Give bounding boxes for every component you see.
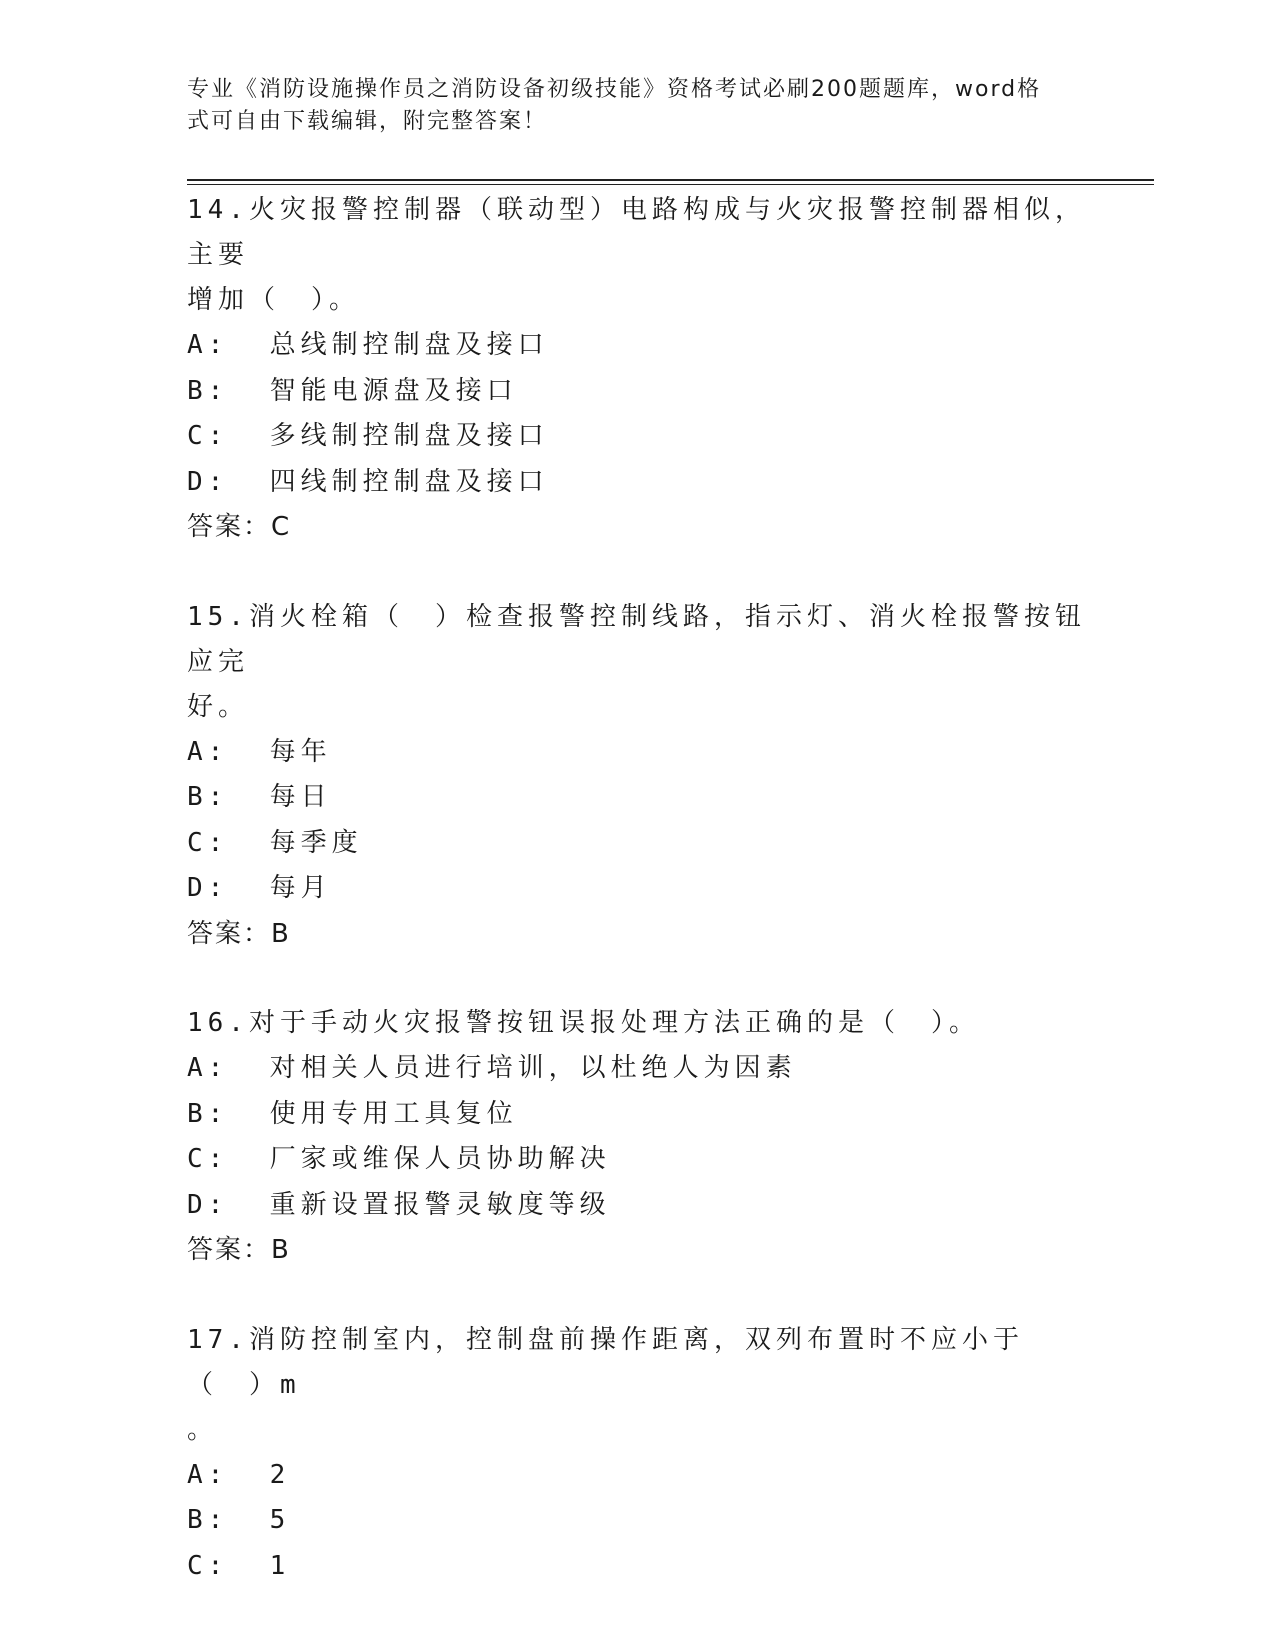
question-stem: [187, 1318, 1087, 1453]
question-stem-line-1: 15.消火栓箱（ ）检查报警控制线路，指示灯、消火栓报警按钮应完: [187, 601, 1086, 677]
option-b: B: 5: [187, 1505, 291, 1535]
option-d: D: 重新设置报警灵敏度等级: [187, 1189, 611, 1220]
question-list: [187, 188, 1087, 1633]
question-stem: [187, 595, 1087, 730]
answer: 答案：B: [187, 918, 291, 949]
option-b: B: 每日: [187, 782, 332, 812]
question-16: [187, 1001, 1087, 1274]
question-14: [187, 188, 1087, 551]
document-header: [187, 74, 1067, 138]
option-a: A: 对相关人员进行培训，以杜绝人为因素: [187, 1053, 797, 1083]
header-title-line-2: 式可自由下载编辑，附完整答案！: [187, 109, 548, 134]
question-stem-line-1: 14.火灾报警控制器（联动型）电路构成与火灾报警控制器相似，主要: [187, 195, 1086, 270]
question-stem-line-1: 16.对于手动火灾报警按钮误报处理方法正确的是（ ）。: [187, 1008, 980, 1038]
question-stem-line-2: 好。: [187, 691, 250, 722]
question-stem-line-2: 。: [187, 1414, 219, 1445]
question-stem: [187, 1001, 1087, 1046]
question-stem-line-1: 17.消防控制室内，控制盘前操作距离，双列布置时不应小于（ ）m: [187, 1324, 1024, 1400]
option-c: C: 厂家或维保人员协助解决: [187, 1144, 611, 1174]
option-c: C: 多线制控制盘及接口: [187, 421, 549, 451]
option-a: A: 每年: [187, 736, 332, 767]
option-d: D: 四线制控制盘及接口: [187, 466, 549, 497]
question-stem-line-2: 增加（ ）。: [187, 285, 361, 315]
option-b: B: 智能电源盘及接口: [187, 375, 518, 406]
option-c: C: 每季度: [187, 827, 363, 858]
question-17: [187, 1318, 1087, 1590]
question-15: [187, 595, 1087, 958]
header-title-line-1: 专业《消防设施操作员之消防设备初级技能》资格考试必刷200题题库，word格: [187, 77, 1042, 102]
option-a: A: 总线制控制盘及接口: [187, 330, 549, 360]
option-c: C: 1: [187, 1550, 291, 1581]
header-divider-thin: [187, 184, 1154, 185]
header-divider-thick: [187, 179, 1154, 181]
option-b: B: 使用专用工具复位: [187, 1098, 518, 1129]
option-d: D: 每月: [187, 873, 332, 903]
answer: 答案：C: [187, 512, 292, 542]
answer: 答案：B: [187, 1235, 291, 1265]
question-stem: [187, 188, 1087, 323]
option-a: A: 2: [187, 1459, 291, 1490]
